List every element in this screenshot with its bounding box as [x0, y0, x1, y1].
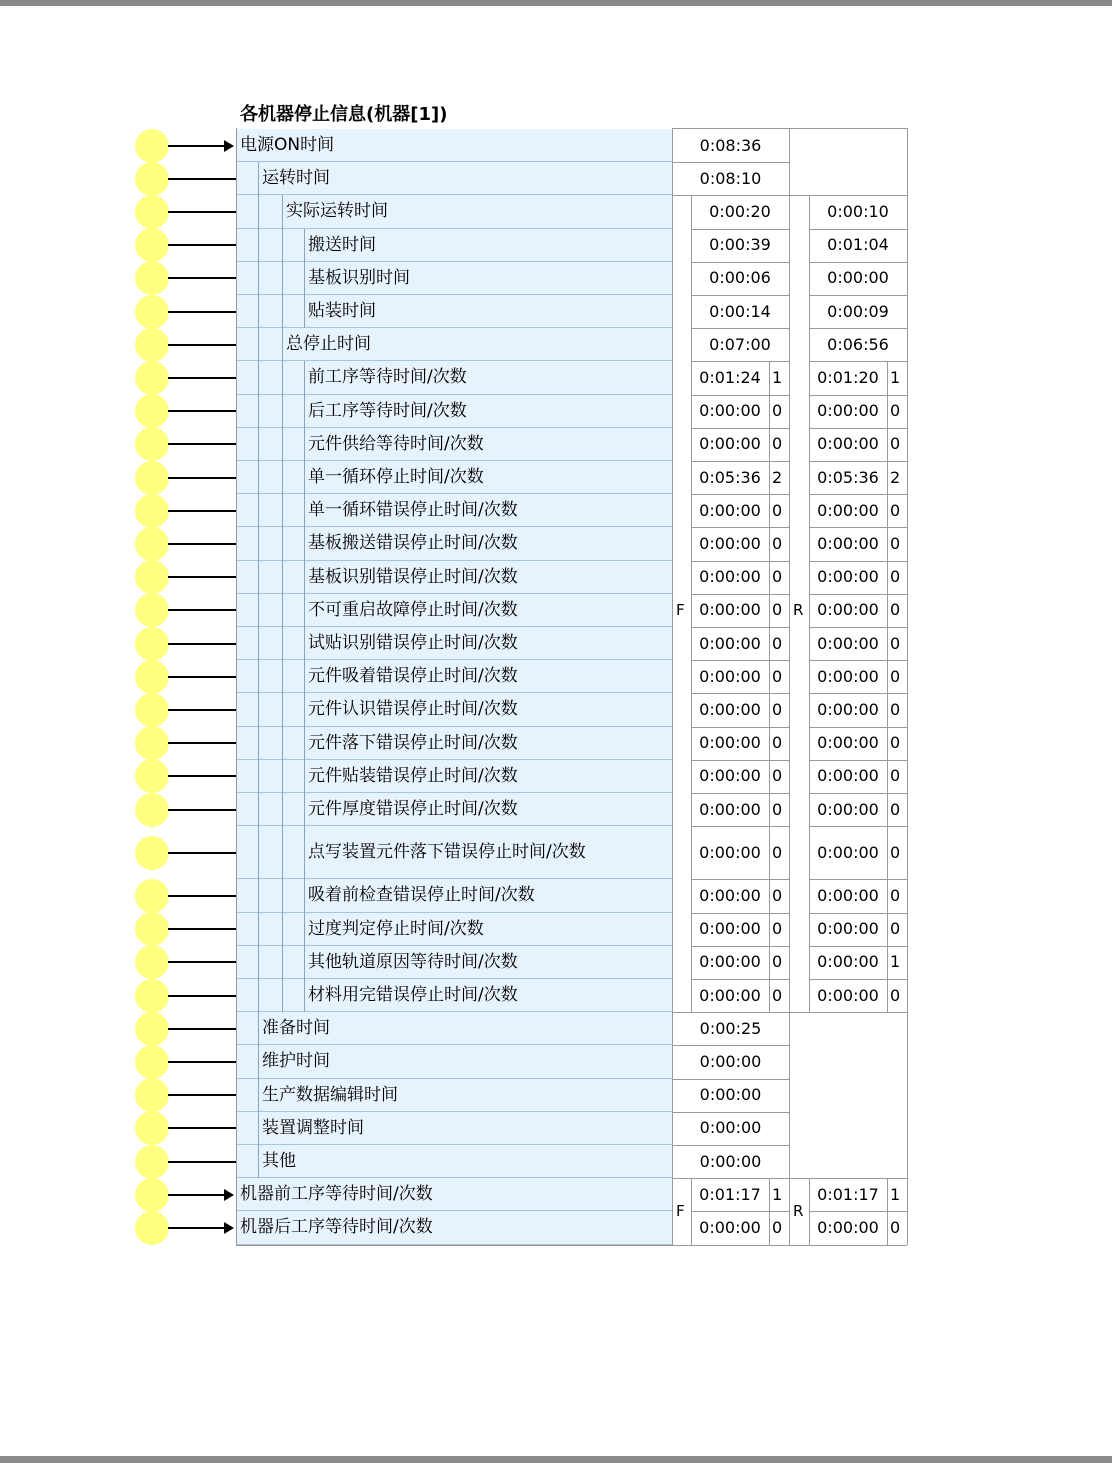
r-count-value: 0 [890, 919, 901, 939]
grid-hline [691, 428, 789, 429]
r-count-value: 1 [890, 952, 901, 972]
r-count-value: 1 [890, 1184, 901, 1204]
r-column-flag: R [793, 1202, 804, 1221]
row-label: 单一循环停止时间/次数 [308, 467, 484, 488]
f-time-value: 0:05:36 [699, 467, 761, 487]
row-label: 试贴识别错误停止时间/次数 [308, 633, 518, 654]
r-time-value: 0:00:00 [817, 885, 879, 905]
r-column-flag: R [793, 601, 804, 620]
callout-dot [135, 361, 169, 395]
r-time-value: 0:00:10 [827, 201, 889, 221]
r-time-value: 0:00:00 [817, 952, 879, 972]
bottom-border-bar [0, 1456, 1112, 1463]
r-time-value: 0:00:00 [817, 766, 879, 786]
grid-hline [809, 879, 907, 880]
callout-dot [135, 228, 169, 262]
grid-vline [789, 195, 790, 1012]
grid-vline [789, 1178, 790, 1244]
f-count-value: 0 [772, 600, 783, 620]
row-label: 材料用完错误停止时间/次数 [308, 985, 518, 1005]
grid-hline [809, 428, 907, 429]
row-label-cell [236, 561, 672, 594]
r-count-value: 0 [890, 985, 901, 1005]
page-title: 各机器停止信息(机器[1]) [240, 104, 448, 125]
indent-guide [258, 162, 259, 1178]
row-label-cell [236, 1012, 672, 1045]
f-time-value: 0:00:20 [709, 201, 771, 221]
grid-hline [809, 527, 907, 528]
row-label-cell [236, 129, 672, 162]
f-count-value: 0 [772, 500, 783, 520]
grid-hline [672, 128, 907, 129]
row-label-cell [236, 1211, 672, 1244]
row-label-cell [236, 361, 672, 394]
grid-hline [672, 195, 789, 196]
row-label: 实际运转时间 [286, 201, 388, 222]
f-count-value: 0 [772, 919, 783, 939]
grid-hline [691, 979, 789, 980]
r-count-value: 0 [890, 434, 901, 454]
grid-hline [691, 229, 789, 230]
indent-guide [304, 229, 305, 329]
f-time-value: 0:00:00 [699, 842, 761, 862]
r-count-value: 0 [890, 885, 901, 905]
row-label: 生产数据编辑时间 [262, 1084, 398, 1105]
callout-dot [135, 1012, 169, 1046]
row-label: 准备时间 [262, 1018, 330, 1039]
row-label: 点写装置元件落下错误停止时间/次数 [308, 842, 586, 863]
grid-hline [691, 527, 789, 528]
row-label: 前工序等待时间/次数 [308, 367, 467, 388]
grid-hline [672, 1045, 789, 1046]
row-label: 元件厚度错误停止时间/次数 [308, 799, 518, 820]
f-time-value: 0:00:00 [699, 766, 761, 786]
callout-dot [135, 879, 169, 913]
grid-hline [672, 162, 789, 163]
grid-hline [691, 913, 789, 914]
row-label: 装置调整时间 [262, 1117, 364, 1138]
r-time-value: 0:00:00 [817, 401, 879, 421]
total-time-value: 0:00:25 [699, 1018, 762, 1038]
row-label-cell [236, 660, 672, 693]
grid-hline [809, 1211, 907, 1212]
row-label-cell [236, 760, 672, 793]
f-count-value: 0 [772, 842, 783, 862]
grid-hline [809, 946, 907, 947]
f-time-value: 0:00:00 [699, 567, 761, 587]
grid-hline [809, 627, 907, 628]
row-label-cell [236, 195, 672, 228]
grid-hline [691, 826, 789, 827]
grid-hline [809, 760, 907, 761]
callout-dot [135, 328, 169, 362]
grid-hline [809, 328, 907, 329]
top-border-bar [0, 0, 1112, 6]
grid-hline [691, 262, 789, 263]
grid-vline [907, 128, 908, 1245]
grid-hline [809, 494, 907, 495]
f-time-value: 0:00:00 [699, 401, 761, 421]
row-label: 元件供给等待时间/次数 [308, 433, 484, 454]
r-time-value: 0:05:36 [817, 467, 879, 487]
callout-dot [135, 793, 169, 827]
f-count-value: 0 [772, 633, 783, 653]
f-count-value: 1 [772, 1184, 783, 1204]
row-label: 不可重启故障停止时间/次数 [308, 599, 518, 620]
grid-hline [809, 395, 907, 396]
row-label-cell [236, 979, 672, 1012]
grid-hline [691, 660, 789, 661]
callout-arrow [168, 1227, 232, 1229]
r-time-value: 0:00:00 [817, 533, 879, 553]
f-time-value: 0:01:17 [699, 1184, 761, 1204]
grid-vline [887, 361, 888, 1012]
row-label-cell [236, 1112, 672, 1145]
grid-hline [691, 328, 789, 329]
callout-dot [135, 1178, 169, 1212]
row-label: 运转时间 [262, 168, 330, 189]
row-label: 其他 [262, 1151, 296, 1171]
grid-hline [672, 1145, 789, 1146]
f-count-value: 0 [772, 766, 783, 786]
grid-hline [691, 760, 789, 761]
r-count-value: 0 [890, 666, 901, 686]
grid-hline [672, 1012, 907, 1013]
f-count-value: 0 [772, 666, 783, 686]
r-count-value: 0 [890, 533, 901, 553]
r-time-value: 0:00:00 [817, 600, 879, 620]
r-time-value: 0:00:00 [817, 633, 879, 653]
grid-hline [691, 494, 789, 495]
row-label-cell [236, 527, 672, 560]
grid-hline [672, 1079, 789, 1080]
row-label-cell [236, 1079, 672, 1112]
grid-hline [691, 793, 789, 794]
f-time-value: 0:00:00 [699, 1217, 761, 1237]
callout-dot [135, 129, 169, 163]
callout-dot [135, 195, 169, 229]
f-count-value: 0 [772, 401, 783, 421]
row-label: 总停止时间 [286, 334, 371, 355]
callout-dot [135, 427, 169, 461]
f-time-value: 0:00:00 [699, 733, 761, 753]
grid-hline [809, 361, 907, 362]
grid-hline [691, 946, 789, 947]
f-time-value: 0:00:00 [699, 434, 761, 454]
grid-hline [809, 461, 907, 462]
total-time-value: 0:00:00 [699, 1151, 762, 1171]
f-time-value: 0:07:00 [709, 334, 771, 354]
grid-vline [769, 361, 770, 1012]
r-time-value: 0:01:17 [817, 1184, 879, 1204]
f-time-value: 0:00:14 [709, 301, 771, 321]
f-time-value: 0:00:00 [699, 600, 761, 620]
r-count-value: 2 [890, 467, 901, 487]
total-time-value: 0:00:00 [699, 1085, 762, 1105]
row-label: 基板识别时间 [308, 267, 410, 288]
row-label: 元件认识错误停止时间/次数 [308, 699, 518, 720]
f-time-value: 0:00:00 [699, 919, 761, 939]
grid-hline [809, 262, 907, 263]
callout-dot [135, 726, 169, 760]
callout-dot [135, 162, 169, 196]
f-time-value: 0:00:39 [709, 235, 771, 255]
row-label: 元件落下错误停止时间/次数 [308, 732, 518, 753]
r-count-value: 0 [890, 1217, 901, 1237]
row-label-cell [236, 727, 672, 760]
row-label: 过度判定停止时间/次数 [308, 918, 484, 939]
f-time-value: 0:00:06 [709, 268, 771, 288]
r-count-value: 0 [890, 600, 901, 620]
grid-hline [809, 793, 907, 794]
row-label: 基板搬送错误停止时间/次数 [308, 533, 518, 554]
callout-dot [135, 660, 169, 694]
callout-dot [135, 1211, 169, 1245]
row-label: 元件贴装错误停止时间/次数 [308, 765, 518, 786]
callout-dot [135, 1145, 169, 1179]
row-label: 其他轨道原因等待时间/次数 [308, 951, 518, 972]
f-count-value: 2 [772, 467, 783, 487]
row-label-cell [236, 1045, 672, 1078]
row-label-cell [236, 494, 672, 527]
indent-guide [304, 361, 305, 1012]
grid-hline [691, 395, 789, 396]
r-count-value: 0 [890, 733, 901, 753]
grid-vline [789, 1012, 790, 1178]
grid-vline [672, 128, 673, 1245]
grid-hline [691, 461, 789, 462]
r-time-value: 0:00:00 [817, 567, 879, 587]
grid-hline [809, 561, 907, 562]
r-count-value: 1 [890, 367, 901, 387]
grid-hline [809, 229, 907, 230]
r-time-value: 0:00:00 [817, 699, 879, 719]
grid-hline [691, 295, 789, 296]
r-count-value: 0 [890, 699, 901, 719]
f-time-value: 0:00:00 [699, 985, 761, 1005]
grid-hline [691, 627, 789, 628]
row-label-cell [236, 395, 672, 428]
callout-dot [135, 836, 169, 870]
callout-dot [135, 394, 169, 428]
f-count-value: 0 [772, 434, 783, 454]
callout-dot [135, 527, 169, 561]
row-label-cell [236, 328, 672, 361]
r-time-value: 0:01:04 [827, 235, 889, 255]
row-label: 电源ON时间 [240, 135, 335, 156]
grid-hline [809, 979, 907, 980]
grid-vline [809, 195, 810, 1012]
row-label-cell [236, 1178, 672, 1211]
row-label-cell [236, 1145, 672, 1178]
r-count-value: 0 [890, 842, 901, 862]
f-time-value: 0:01:24 [699, 367, 761, 387]
callout-dot [135, 627, 169, 661]
row-label-cell [236, 879, 672, 912]
f-count-value: 0 [772, 885, 783, 905]
callout-dot [135, 693, 169, 727]
callout-dot [135, 1111, 169, 1145]
callout-dot [135, 759, 169, 793]
r-time-value: 0:00:00 [817, 733, 879, 753]
r-time-value: 0:00:00 [817, 500, 879, 520]
grid-hline [691, 693, 789, 694]
callout-dot [135, 461, 169, 495]
row-label-cell [236, 913, 672, 946]
grid-hline [789, 195, 907, 196]
row-label-cell [236, 262, 672, 295]
callout-dot [135, 261, 169, 295]
callout-dot [135, 560, 169, 594]
row-label-cell [236, 295, 672, 328]
f-count-value: 0 [772, 699, 783, 719]
r-time-value: 0:00:00 [817, 919, 879, 939]
r-time-value: 0:00:00 [817, 985, 879, 1005]
total-time-value: 0:00:00 [699, 1051, 762, 1071]
f-time-value: 0:00:00 [699, 952, 761, 972]
total-time-value: 0:08:10 [699, 168, 762, 188]
grid-hline [809, 727, 907, 728]
total-time-value: 0:08:36 [699, 135, 762, 155]
r-count-value: 0 [890, 401, 901, 421]
callout-dot [135, 979, 169, 1013]
f-time-value: 0:00:00 [699, 533, 761, 553]
f-count-value: 0 [772, 1217, 783, 1237]
f-count-value: 1 [772, 367, 783, 387]
r-time-value: 0:00:00 [817, 1217, 879, 1237]
f-column-flag: F [676, 1202, 685, 1221]
grid-hline [809, 913, 907, 914]
row-label-cell [236, 229, 672, 262]
f-time-value: 0:00:00 [699, 699, 761, 719]
grid-hline [691, 594, 789, 595]
f-count-value: 0 [772, 952, 783, 972]
row-label: 吸着前检查错误停止时间/次数 [308, 885, 535, 906]
row-label-cell [236, 428, 672, 461]
callout-dot [135, 494, 169, 528]
row-label: 基板识别错误停止时间/次数 [308, 566, 518, 587]
row-label-cell [236, 162, 672, 195]
r-time-value: 0:06:56 [827, 334, 889, 354]
callout-dot [135, 1078, 169, 1112]
row-label: 单一循环错误停止时间/次数 [308, 500, 518, 521]
f-count-value: 0 [772, 985, 783, 1005]
row-label: 搬送时间 [308, 234, 376, 255]
grid-hline [691, 727, 789, 728]
row-label-cell [236, 826, 672, 879]
row-label-cell [236, 627, 672, 660]
f-count-value: 0 [772, 733, 783, 753]
r-count-value: 0 [890, 567, 901, 587]
row-label: 贴装时间 [308, 301, 376, 322]
r-count-value: 0 [890, 633, 901, 653]
grid-hline [672, 1112, 789, 1113]
f-count-value: 0 [772, 533, 783, 553]
grid-hline [809, 660, 907, 661]
row-label: 元件吸着错误停止时间/次数 [308, 666, 518, 687]
r-time-value: 0:00:00 [817, 799, 879, 819]
r-time-value: 0:00:00 [817, 842, 879, 862]
callout-arrow [168, 145, 232, 147]
f-column-flag: F [676, 601, 685, 620]
callout-arrow [168, 1194, 232, 1196]
f-time-value: 0:00:00 [699, 633, 761, 653]
row-label-cell [236, 793, 672, 826]
grid-hline [809, 295, 907, 296]
r-time-value: 0:00:00 [817, 434, 879, 454]
row-label-cell [236, 693, 672, 726]
callout-dot [135, 1045, 169, 1079]
row-label: 维护时间 [262, 1051, 330, 1072]
f-count-value: 0 [772, 567, 783, 587]
row-label: 后工序等待时间/次数 [308, 400, 467, 421]
callout-dot [135, 593, 169, 627]
f-time-value: 0:00:00 [699, 885, 761, 905]
grid-hline [691, 561, 789, 562]
row-label-cell [236, 946, 672, 979]
r-count-value: 0 [890, 500, 901, 520]
f-time-value: 0:00:00 [699, 799, 761, 819]
row-label: 机器后工序等待时间/次数 [240, 1217, 433, 1238]
grid-hline [691, 879, 789, 880]
r-time-value: 0:00:00 [827, 268, 889, 288]
total-time-value: 0:00:00 [699, 1118, 762, 1138]
row-label-cell [236, 461, 672, 494]
r-time-value: 0:00:00 [817, 666, 879, 686]
grid-hline [809, 826, 907, 827]
grid-hline [691, 1211, 789, 1212]
grid-hline [691, 361, 789, 362]
callout-dot [135, 295, 169, 329]
r-time-value: 0:01:20 [817, 367, 879, 387]
grid-hline [809, 693, 907, 694]
f-time-value: 0:00:00 [699, 500, 761, 520]
grid-vline [789, 128, 790, 195]
row-label-cell [236, 594, 672, 627]
r-count-value: 0 [890, 766, 901, 786]
r-count-value: 0 [890, 799, 901, 819]
f-time-value: 0:00:00 [699, 666, 761, 686]
grid-hline [809, 594, 907, 595]
row-label: 机器前工序等待时间/次数 [240, 1184, 433, 1205]
r-time-value: 0:00:09 [827, 301, 889, 321]
f-count-value: 0 [772, 799, 783, 819]
callout-dot [135, 945, 169, 979]
grid-hline [236, 1245, 907, 1246]
grid-hline [672, 1178, 907, 1179]
callout-dot [135, 912, 169, 946]
indent-guide [282, 195, 283, 1012]
grid-vline [236, 128, 237, 1245]
grid-vline [691, 195, 692, 1012]
